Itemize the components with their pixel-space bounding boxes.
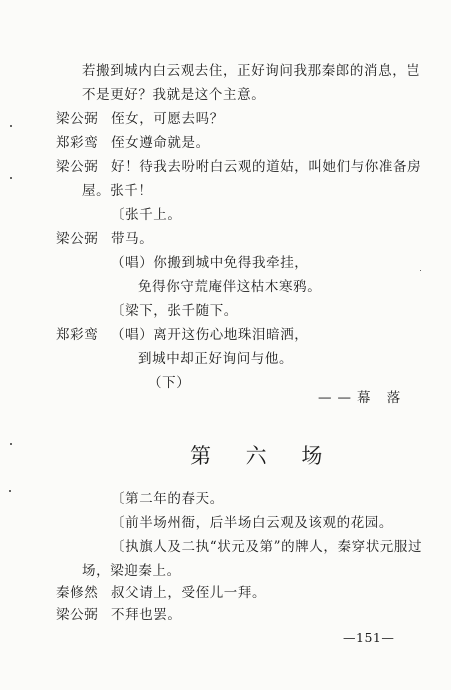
page-number: —151— [343,630,395,645]
speaker-name: 郑彩鸾 [56,327,99,343]
stage-direction: 〔第二年的春天。 [111,491,224,507]
speaker-name: 秦修然 [56,585,99,601]
stage-direction: 〔前半场州衙，后半场白云观及该观的花园。 [111,515,393,531]
dialogue-continuation-line: 若搬到城内白云观去住，正好询问我那秦郎的消息，岂 [82,63,421,79]
dialogue-text: （唱）离开这伤心地珠泪暗洒， [111,327,309,343]
dialogue-text: 带马。 [111,231,154,247]
curtain-falls-mark: ——幕 落 [318,390,407,406]
speaker-name: 梁公弼 [56,159,99,175]
dialogue-text: 侄女，可愿去吗？ [111,111,224,127]
scan-speck [10,443,12,445]
stage-direction: 〔张千上。 [111,207,182,223]
scan-speck [420,270,421,271]
speaker-name: 梁公弼 [56,607,99,623]
speaker-name: 郑彩鸾 [56,135,99,151]
dialogue-text: 叔父请上，受侄儿一拜。 [111,585,267,601]
sung-line: 免得你守荒庵伴这枯木寒鸦。 [138,279,322,295]
sung-line: （唱）你搬到城中免得我牵挂， [111,255,309,271]
dialogue-continuation-line: 屋。张千！ [82,183,153,199]
dialogue-text: 侄女遵命就是。 [111,135,210,151]
speaker-name: 梁公弼 [56,231,99,247]
scan-speck [10,125,12,127]
stage-direction: （下） [148,375,191,391]
stage-direction: 场，梁迎秦上。 [82,563,181,579]
stage-direction: 〔执旗人及二执“状元及第”的牌人，秦穿状元服过 [111,539,423,555]
scan-speck [10,177,12,179]
dialogue-text: 好！待我去吩咐白云观的道姑，叫她们与你准备房 [111,159,422,175]
dialogue-continuation-line: 不是更好？我就是这个主意。 [82,87,266,103]
scene-title: 第 六 场 [190,444,337,468]
dialogue-text: 不拜也罢。 [111,607,182,623]
speaker-name: 梁公弼 [56,111,99,127]
sung-line: 到城中却正好询问与他。 [138,351,294,367]
scan-speck [9,490,11,492]
stage-direction: 〔梁下，张千随下。 [111,303,238,319]
